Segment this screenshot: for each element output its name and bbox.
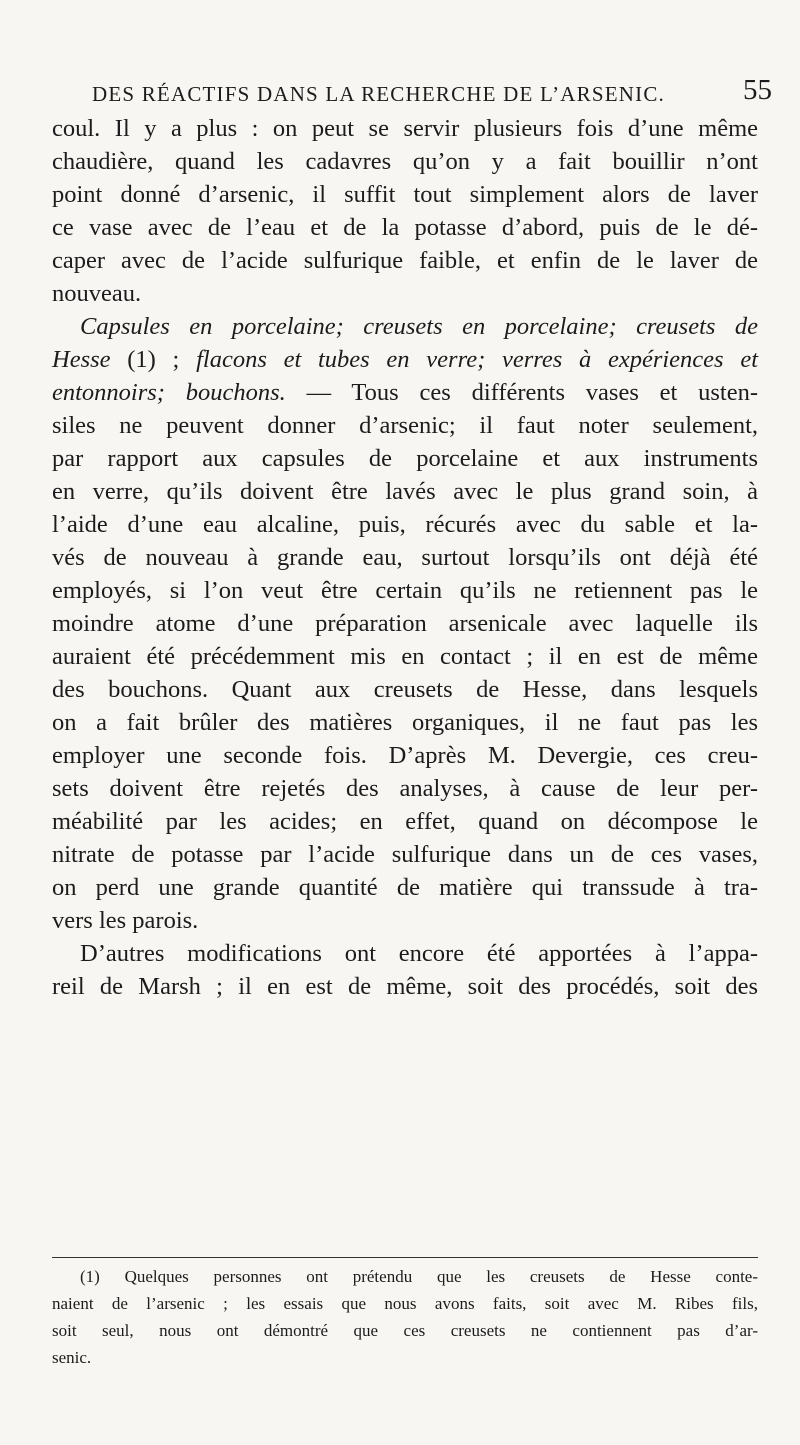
text-line: ce vase avec de l’eau et de la potasse d’abord, puis de le dé-	[52, 214, 758, 241]
footnote-line: senic.	[52, 1348, 92, 1367]
text-run: — Tous ces différents vases et usten-	[285, 379, 759, 406]
italic-run: Hesse	[52, 346, 111, 373]
text-line: auraient été précédemment mis en contact ; il en est de même	[52, 643, 758, 670]
text-line: siles ne peuvent donner d’arsenic; il faut noter seulement,	[52, 412, 758, 439]
text-line: coul. Il y a plus : on peut se servir plusieurs fois d’une même	[52, 115, 758, 142]
text-line: nouveau.	[52, 280, 142, 307]
running-head	[92, 74, 772, 110]
text-line: moindre atome d’une préparation arsenicale avec laquelle ils	[52, 610, 758, 637]
footnote	[52, 1263, 758, 1371]
text-line: vés de nouveau à grande eau, surtout lorsqu’ils ont déjà été	[52, 544, 758, 571]
italic-run: flacons et tubes en verre; verres à expériences et	[196, 346, 759, 373]
text-line: méabilité par les acides; en effet, quand on décompose le	[52, 808, 758, 835]
running-title: DES RÉACTIFS DANS LA RECHERCHE DE L’ARSENIC.	[92, 82, 665, 106]
text-line: employés, si l’on veut être certain qu’ils ne retiennent pas le	[52, 577, 758, 604]
text-line: par rapport aux capsules de porcelaine et aux instruments	[52, 445, 758, 472]
text-line: employer une seconde fois. D’après M. Devergie, ces creu-	[52, 742, 758, 769]
footnote-line: (1) Quelques personnes ont prétendu que les creusets de Hesse conte-	[80, 1267, 758, 1286]
page-number: 55	[743, 74, 772, 106]
text-line: sets doivent être rejetés des analyses, à cause de leur per-	[52, 775, 758, 802]
text-line-mixed	[52, 376, 758, 409]
text-line-mixed	[52, 343, 758, 376]
footnote-reference: (1) ;	[110, 346, 197, 373]
text-line: vers les parois.	[52, 907, 199, 934]
text-line: caper avec de l’acide sulfurique faible, et enfin de le laver de	[52, 247, 758, 274]
footnote-line: naient de l’arsenic ; les essais que nous avons faits, soit avec M. Ribes fils,	[52, 1294, 758, 1313]
text-line: des bouchons. Quant aux creusets de Hesse, dans lesquels	[52, 676, 758, 703]
text-line: l’aide d’une eau alcaline, puis, récurés avec du sable et la-	[52, 511, 758, 538]
italic-run: entonnoirs; bouchons.	[52, 379, 286, 406]
text-line: reil de Marsh ; il en est de même, soit des procédés, soit des	[52, 973, 758, 1000]
text-line-italic: Capsules en porcelaine; creusets en porcelaine; creusets de	[80, 313, 758, 340]
footnote-line: soit seul, nous ont démontré que ces creusets ne contiennent pas d’ar-	[52, 1321, 758, 1340]
text-line: en verre, qu’ils doivent être lavés avec le plus grand soin, à	[52, 478, 758, 505]
text-line: on a fait brûler des matières organiques, il ne faut pas les	[52, 709, 758, 736]
body-text	[52, 112, 758, 1003]
text-line: on perd une grande quantité de matière qui transsude à tra-	[52, 874, 758, 901]
text-line: point donné d’arsenic, il suffit tout simplement alors de laver	[52, 181, 758, 208]
text-line: D’autres modifications ont encore été apportées à l’appa-	[80, 940, 758, 967]
footnote-divider	[52, 1257, 758, 1258]
text-line: nitrate de potasse par l’acide sulfurique dans un de ces vases,	[52, 841, 758, 868]
text-line: chaudière, quand les cadavres qu’on y a fait bouillir n’ont	[52, 148, 758, 175]
